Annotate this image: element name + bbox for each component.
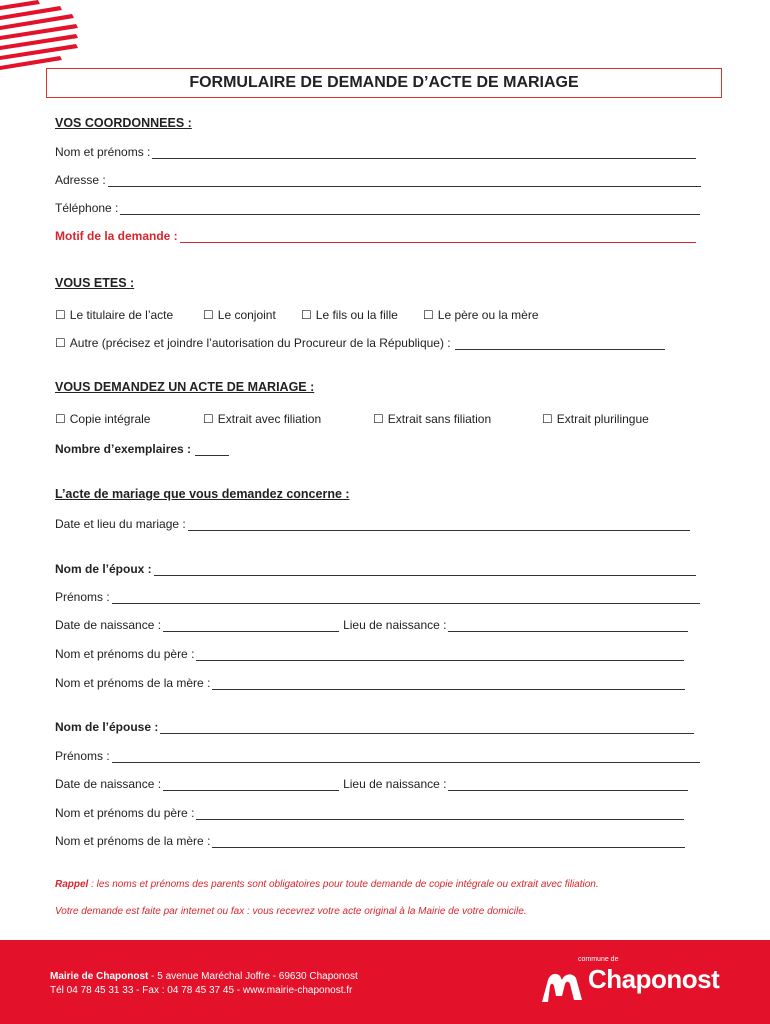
footer-org: Mairie de Chaponost (50, 971, 149, 982)
epoux-date-naissance-input-line[interactable] (163, 619, 339, 632)
logo-small-text: commune de (578, 956, 619, 963)
autre-label: Autre (précisez et joindre l’autorisation du Procureur de la République) : (69, 336, 451, 350)
checkbox-icon[interactable]: ☐ (423, 308, 434, 322)
form-title: FORMULAIRE DE DEMANDE D’ACTE DE MARIAGE (46, 68, 722, 98)
epoux-pere-input-line[interactable] (196, 648, 684, 661)
autre-input-line[interactable] (455, 337, 665, 350)
date-lieu-mariage-label: Date et lieu du mariage : (55, 517, 186, 531)
nom-label: Nom et prénoms : (55, 145, 151, 159)
epoux-nom-label: Nom de l’époux : (55, 562, 152, 576)
checkbox-icon[interactable]: ☐ (542, 412, 553, 426)
epouse-pere-row[interactable] (55, 806, 684, 820)
option-plurilingue[interactable] (542, 412, 649, 426)
epoux-pere-row[interactable] (55, 647, 684, 661)
epouse-mere-input-line[interactable] (212, 835, 685, 848)
epouse-nom-label: Nom de l’épouse : (55, 720, 159, 734)
motif-field-row[interactable] (55, 229, 696, 243)
checkbox-icon[interactable]: ☐ (55, 336, 66, 350)
logo-name: Chaponost (588, 964, 720, 994)
option-label: Extrait plurilingue (556, 412, 649, 426)
option-extrait-avec[interactable] (203, 412, 321, 426)
motif-label: Motif de la demande : (55, 229, 178, 243)
epoux-mere-input-line[interactable] (212, 677, 685, 690)
option-label: Le titulaire de l’acte (69, 308, 174, 322)
telephone-field-row[interactable] (55, 201, 700, 215)
motif-input-line[interactable] (180, 230, 696, 243)
footer-street: - 5 avenue Maréchal Joffre - 69630 Chaponost (148, 971, 358, 982)
option-label: Le conjoint (217, 308, 276, 322)
checkbox-icon[interactable]: ☐ (203, 412, 214, 426)
checkbox-icon[interactable]: ☐ (55, 412, 66, 426)
epoux-prenoms-input-line[interactable] (112, 591, 700, 604)
section-coordonnees: VOS COORDONNEES : (55, 116, 192, 130)
option-label: Extrait avec filiation (217, 412, 322, 426)
checkbox-icon[interactable]: ☐ (203, 308, 214, 322)
footer-address (50, 970, 358, 998)
epouse-prenoms-label: Prénoms : (55, 749, 110, 763)
checkbox-icon[interactable]: ☐ (301, 308, 312, 322)
epoux-prenoms-label: Prénoms : (55, 590, 110, 604)
rappel-text: : les noms et prénoms des parents sont obligatoires pour toute demande de copie intégrale ou extrait avec filiation. (88, 879, 599, 890)
date-lieu-mariage-row[interactable] (55, 517, 690, 531)
section-vous-etes: VOUS ETES : (55, 276, 135, 290)
option-titulaire[interactable] (55, 308, 173, 322)
logo-mark-icon (540, 966, 586, 1006)
option-extrait-sans[interactable] (373, 412, 491, 426)
option-label: Le fils ou la fille (315, 308, 398, 322)
option-label: Le père ou la mère (437, 308, 539, 322)
adresse-input-line[interactable] (108, 174, 701, 187)
adresse-label: Adresse : (55, 173, 106, 187)
epoux-naissance-row[interactable] (55, 618, 688, 632)
epouse-prenoms-input-line[interactable] (112, 750, 700, 763)
telephone-input-line[interactable] (120, 202, 700, 215)
exemplaires-input-line[interactable] (195, 443, 229, 456)
option-label: Extrait sans filiation (387, 412, 492, 426)
epoux-nom-input-line[interactable] (154, 563, 696, 576)
epouse-lieu-naissance-label: Lieu de naissance : (343, 777, 447, 791)
option-fils-fille[interactable] (301, 308, 398, 322)
epoux-pere-label: Nom et prénoms du père : (55, 647, 195, 661)
nom-input-line[interactable] (152, 146, 696, 159)
footer-contact: Tél 04 78 45 31 33 - Fax : 04 78 45 37 45 - www.mairie-chaponost.fr (50, 985, 353, 996)
nom-field-row[interactable] (55, 145, 696, 159)
epouse-lieu-naissance-input-line[interactable] (448, 778, 688, 791)
checkbox-icon[interactable]: ☐ (373, 412, 384, 426)
footer-band (0, 940, 770, 1024)
epoux-date-naissance-label: Date de naissance : (55, 618, 162, 632)
date-lieu-mariage-input-line[interactable] (188, 518, 690, 531)
section-acte-concerne: L’acte de mariage que vous demandez concerne : (55, 487, 350, 501)
autre-field-row[interactable] (55, 336, 665, 350)
rappel-label: Rappel (55, 879, 89, 890)
exemplaires-label: Nombre d’exemplaires : (55, 442, 192, 456)
option-conjoint[interactable] (203, 308, 276, 322)
adresse-field-row[interactable] (55, 173, 701, 187)
epouse-date-naissance-input-line[interactable] (163, 778, 339, 791)
option-pere-mere[interactable] (423, 308, 539, 322)
option-copie-integrale[interactable] (55, 412, 150, 426)
chaponost-logo (540, 952, 730, 1012)
epouse-mere-label: Nom et prénoms de la mère : (55, 834, 211, 848)
epouse-nom-input-line[interactable] (160, 721, 694, 734)
epouse-naissance-row[interactable] (55, 777, 688, 791)
epoux-lieu-naissance-label: Lieu de naissance : (343, 618, 447, 632)
epoux-prenoms-row[interactable] (55, 590, 700, 604)
header-stripes (0, 0, 80, 70)
epoux-lieu-naissance-input-line[interactable] (448, 619, 688, 632)
epouse-mere-row[interactable] (55, 834, 685, 848)
epouse-pere-label: Nom et prénoms du père : (55, 806, 195, 820)
section-vous-demandez: VOUS DEMANDEZ UN ACTE DE MARIAGE : (55, 380, 315, 394)
option-label: Copie intégrale (69, 412, 151, 426)
epouse-prenoms-row[interactable] (55, 749, 700, 763)
epouse-nom-row[interactable] (55, 720, 694, 734)
epoux-mere-label: Nom et prénoms de la mère : (55, 676, 211, 690)
exemplaires-field-row[interactable] (55, 442, 229, 456)
telephone-label: Téléphone : (55, 201, 119, 215)
rappel-note (55, 879, 599, 890)
checkbox-icon[interactable]: ☐ (55, 308, 66, 322)
epoux-nom-row[interactable] (55, 562, 696, 576)
epouse-date-naissance-label: Date de naissance : (55, 777, 162, 791)
internet-note: Votre demande est faite par internet ou fax : vous recevrez votre acte original à la Mairie de votre domicile. (55, 906, 527, 917)
epoux-mere-row[interactable] (55, 676, 685, 690)
epouse-pere-input-line[interactable] (196, 807, 684, 820)
